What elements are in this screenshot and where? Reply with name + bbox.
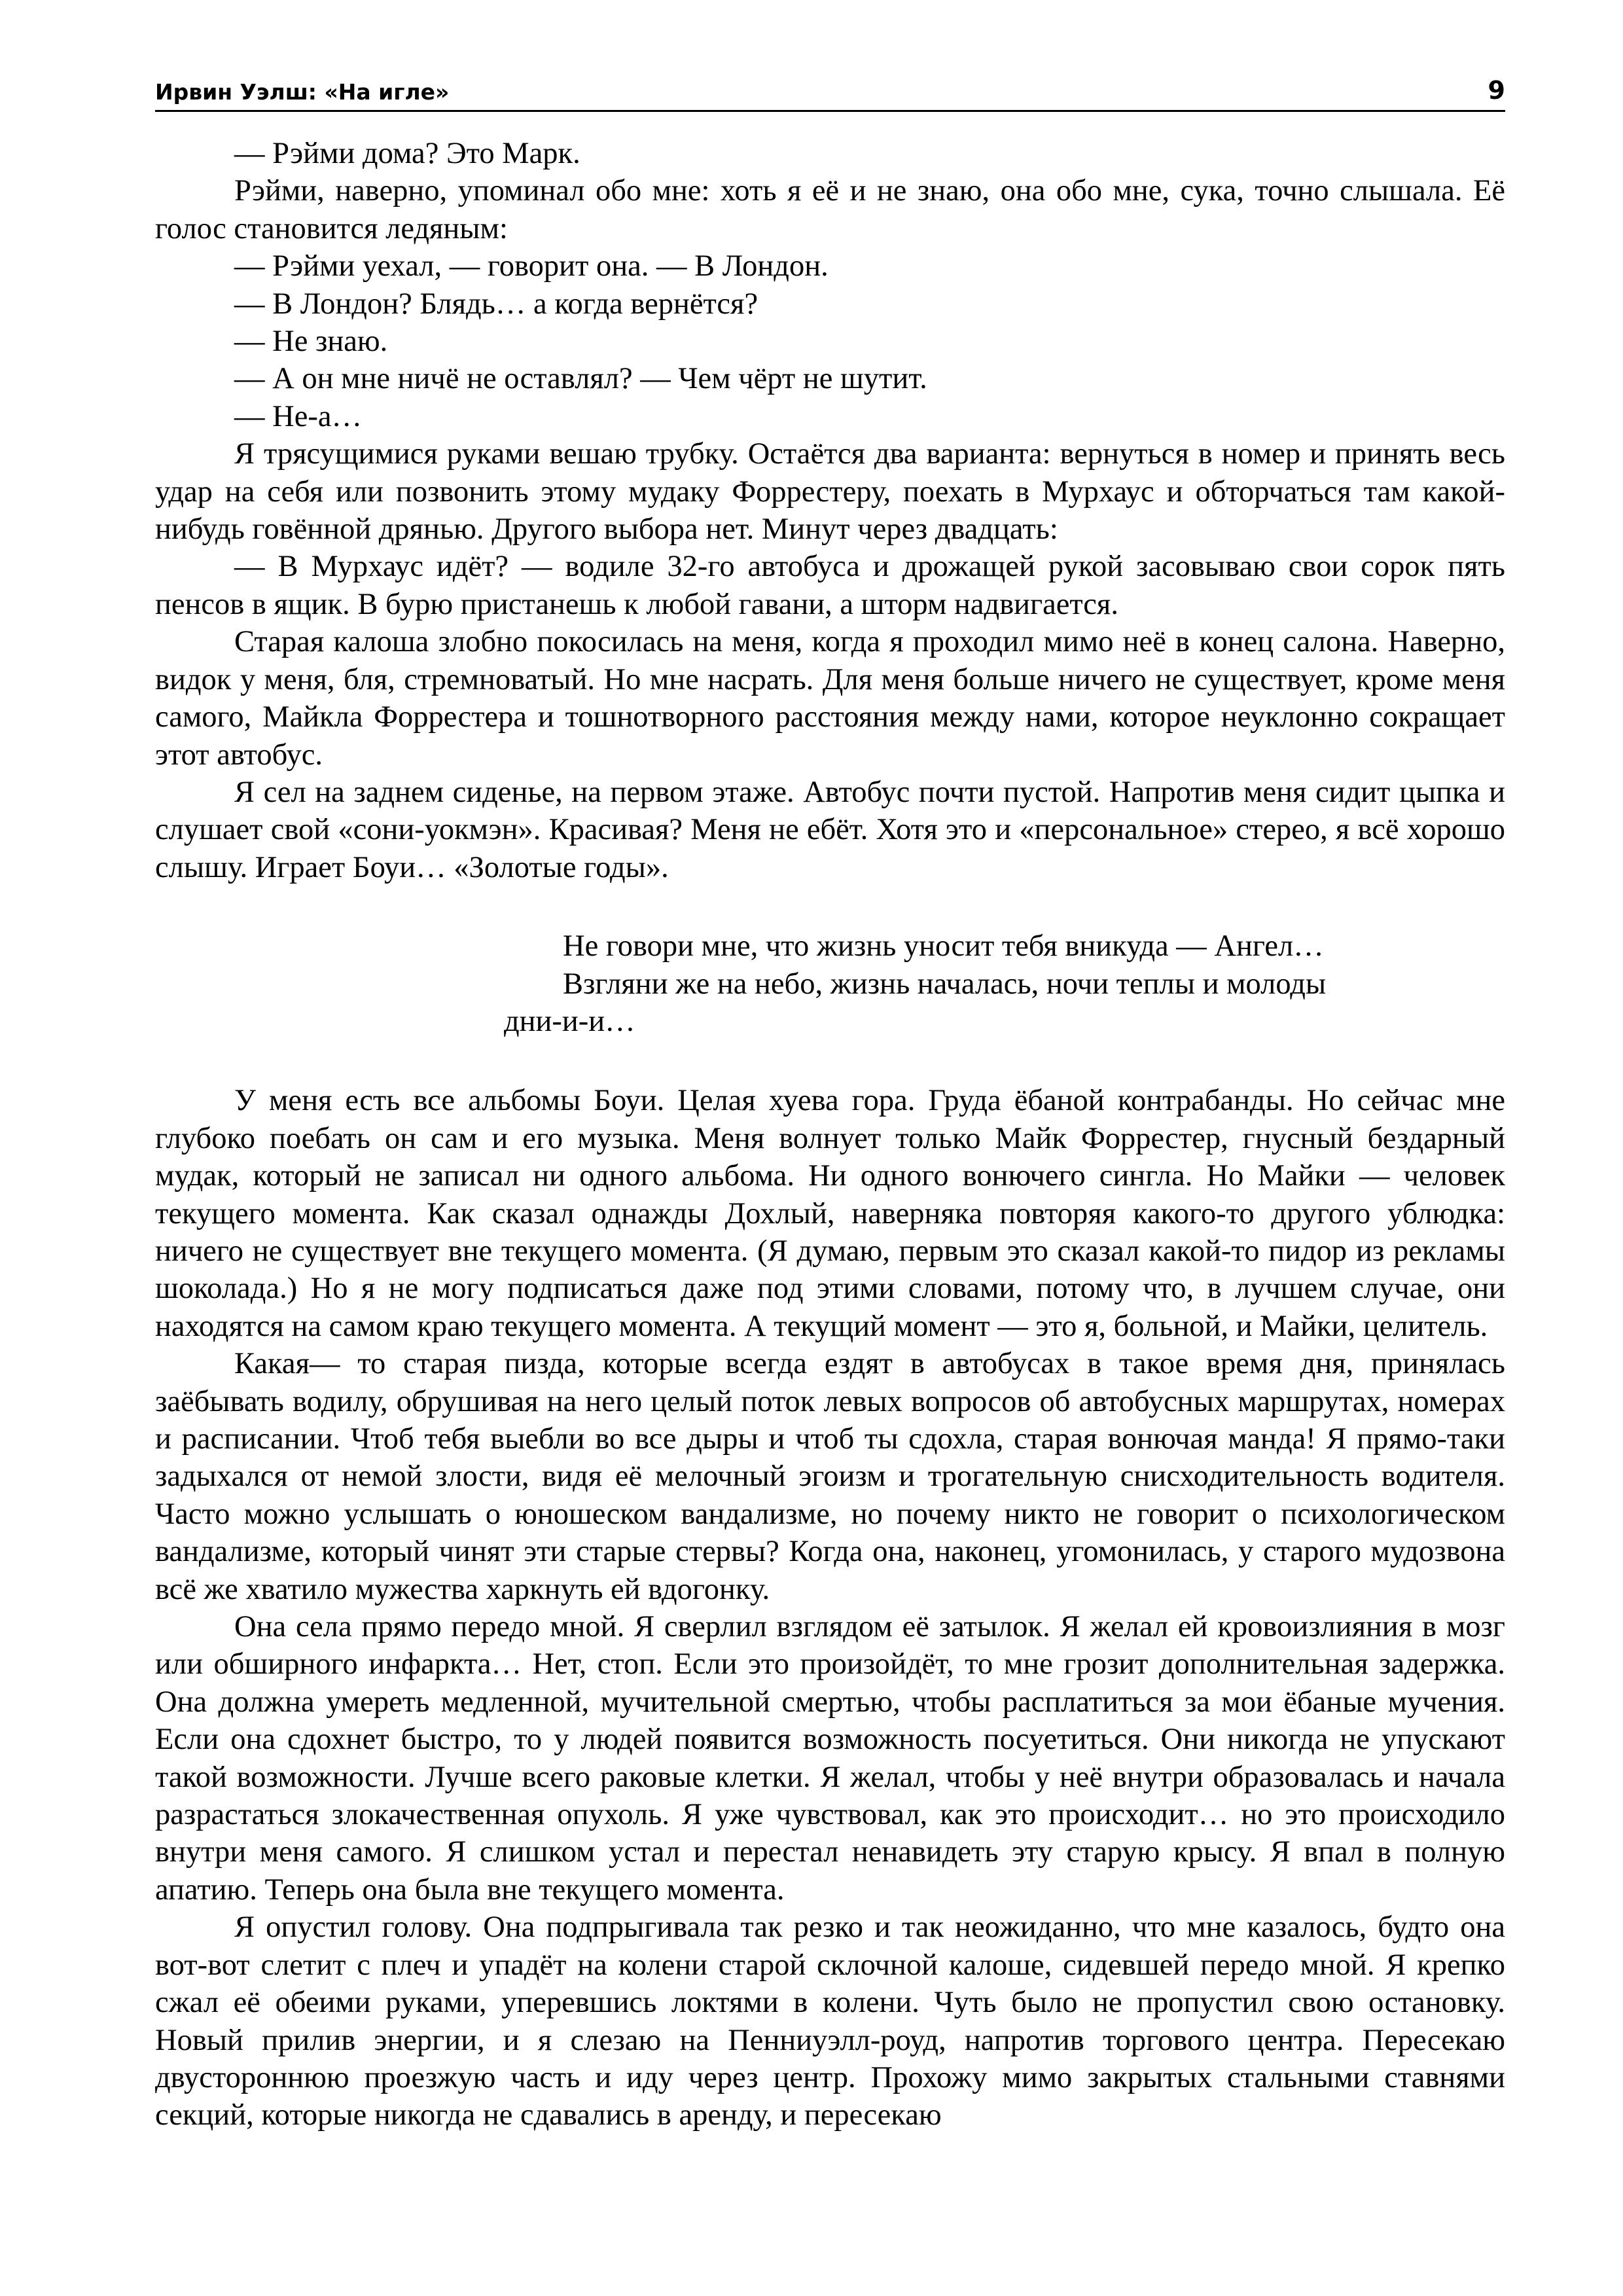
- dialogue-line: — Не-а…: [234, 399, 362, 433]
- dialogue-line: — В Лондон? Блядь… а когда вернётся?: [234, 287, 758, 321]
- running-header: [155, 68, 1505, 112]
- paragraph: Какая— то старая пизда, которые всегда ездят в автобусах в такое время дня, принялась заёбывать водилу, обрушивая на него целый поток левых вопросов об автобусных маршрутах, номерах и расписании. Чтоб тебя выебли во все дыры и чтоб ты сдохла, старая вонючая манда! Я прямо-таки задыхался от немой злости, видя её мелочный эгоизм и трогательную снисходительность водителя. Часто можно услышать о юношеском вандализме, но почему никто не говорит о психологическом вандализме, который чинят эти старые стервы? Когда она, наконец, угомонилась, у старого мудозвона всё же хватило мужества харкнуть ей вдогонку.: [155, 1347, 1505, 1606]
- text-body: [155, 135, 1505, 2134]
- paragraph: Она села прямо передо мной. Я сверлил взглядом её затылок. Я желал ей кровоизлияния в мозг или обширного инфаркта… Нет, стоп. Если это произойдёт, то мне грозит дополнительная задержка. Она должна умереть медленной, мучительной смертью, чтобы расплатиться за мои ёбаные мучения. Если она сдохнет быстро, то у людей появится возможность посуетиться. Они никогда не упускают такой возможности. Лучше всего раковые клетки. Я желал, чтобы у неё внутри образовалась и начала разрастаться злокачественная опухоль. Я уже чувствовал, как это происходит… но это происходило внутри меня самого. Я слишком устал и перестал ненавидеть эту старую крысу. Я впал в полную апатию. Теперь она была вне текущего момента.: [155, 1610, 1505, 1907]
- dialogue-line: — Рэйми дома? Это Марк.: [234, 137, 580, 170]
- page-number: 9: [1488, 76, 1505, 105]
- paragraphs-after-poem: [155, 1082, 1505, 2134]
- lyric-line: дни-и-и…: [504, 1004, 635, 1038]
- paragraph: Рэйми, наверно, упоминал обо мне: хоть я её и не знаю, она обо мне, сука, точно слышала. Её голос становится ледяным:: [155, 174, 1505, 245]
- paragraph: Старая калоша злобно покосилась на меня, когда я проходил мимо неё в конец салона. Наверно, видок у меня, бля, стремноватый. Но мне насрать. Для меня больше ничего не существует, кроме меня самого, Майкла Форрестера и тошнотворного расстояния между нами, которое неуклонно сокращает этот автобус.: [155, 625, 1505, 772]
- paragraph: — В Мурхаус идёт? — водиле 32-го автобуса и дрожащей рукой засовываю свои сорок пять пенсов в ящик. В бурю пристанешь к любой гавани, а шторм надвигается.: [155, 550, 1505, 621]
- paragraph: Я трясущимися руками вешаю трубку. Остаётся два варианта: вернуться в номер и принять весь удар на себя или позвонить этому мудаку Форрестеру, поехать в Мурхаус и обторчаться там какой-нибудь говённой дрянью. Другого выбора нет. Минут через двадцать:: [155, 437, 1505, 547]
- paragraph: Я опустил голову. Она подпрыгивала так резко и так неожиданно, что мне казалось, будто она вот-вот слетит с плеч и упадёт на колени старой склочной калоше, сидевшей передо мной. Я крепко сжал её обеими руками, уперевшись локтями в колени. Чуть было не пропустил свою остановку. Новый прилив энергии, и я слезаю на Пенниуэлл-роуд, напротив торгового центра. Пересекаю двустороннюю проезжую часть и иду через центр. Прохожу мимо закрытых стальными ставнями секций, которые никогда не сдавались в аренду, и пересекаю: [155, 1910, 1505, 2132]
- running-title: Ирвин Уэлш: «На игле»: [155, 79, 450, 105]
- lyric-line: Взгляни же на небо, жизнь началась, ночи теплы и молоды: [563, 967, 1327, 1001]
- paragraphs-before-poem: [155, 135, 1505, 886]
- dialogue-line: — А он мне ничё не оставлял? — Чем чёрт не шутит.: [234, 362, 927, 396]
- song-lyrics: [155, 927, 1505, 1040]
- dialogue-line: — Рэйми уехал, — говорит она. — В Лондон.: [234, 249, 829, 283]
- paragraph: У меня есть все альбомы Боуи. Целая хуева гора. Груда ёбаной контрабанды. Но сейчас мне глубоко поебать он сам и его музыка. Меня волнует только Майк Форрестер, гнусный бездарный мудак, который не записал ни одного альбома. Ни одного вонючего сингла. Но Майки — человек текущего момента. Как сказал однажды Дохлый, наверняка повторяя какого-то другого ублюдка: ничего не существует вне текущего момента. (Я думаю, первым это сказал какой-то пидор из рекламы шоколада.) Но я не могу подписаться даже под этими словами, потому что, в лучшем случае, они находятся на самом краю текущего момента. А текущий момент — это я, больной, и Майки, целитель.: [155, 1084, 1505, 1343]
- lyric-line: Не говори мне, что жизнь уносит тебя вникуда — Ангел…: [563, 929, 1324, 963]
- paragraph: Я сел на заднем сиденье, на первом этаже. Автобус почти пустой. Напротив меня сидит цыпка и слушает свой «сони-уокмэн». Красивая? Меня не ебёт. Хотя это и «персональное» стерео, я всё хорошо слышу. Играет Боуи… «Золотые годы».: [155, 775, 1505, 884]
- dialogue-line: — Не знаю.: [234, 325, 388, 359]
